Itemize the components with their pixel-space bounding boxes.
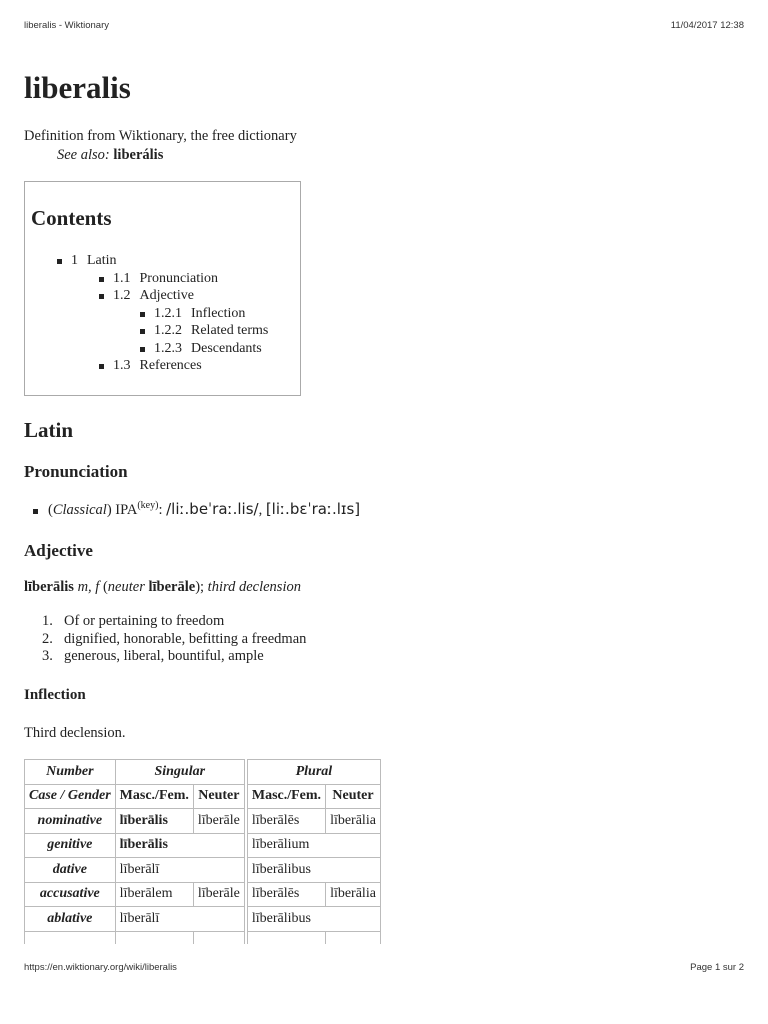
- col-sg-n: Neuter: [193, 784, 244, 809]
- table-row: genitive līberālis līberālium: [25, 833, 381, 858]
- heading-adjective: Adjective: [24, 541, 93, 560]
- print-url[interactable]: https://en.wiktionary.org/wiki/liberalis: [24, 962, 177, 973]
- table-row: ablative līberālī līberālibus: [25, 907, 381, 932]
- headword-line: līberālis m, f (neuter līberāle); third declension: [24, 579, 301, 595]
- heading-latin: Latin: [24, 418, 74, 442]
- sense: 1. Of or pertaining to freedom: [42, 613, 225, 629]
- see-also-label: See also: [57, 147, 105, 163]
- sense: 3. generous, liberal, bountiful, ample: [42, 648, 264, 664]
- neuter-label: neuter: [107, 579, 145, 595]
- toc-item-related-terms[interactable]: 1.2.2 Related terms: [154, 323, 269, 338]
- site-subtitle: Definition from Wiktionary, the free dictionary: [24, 128, 297, 144]
- gender: m, f: [77, 579, 100, 595]
- heading-pronunciation: Pronunciation: [24, 462, 128, 481]
- col-sg-mf: Masc./Fem.: [115, 784, 193, 809]
- col-pl-mf: Masc./Fem.: [247, 784, 325, 809]
- col-number: Number: [25, 760, 116, 785]
- print-title: liberalis - Wiktionary: [24, 20, 109, 31]
- senses-list: [42, 613, 306, 666]
- ipa-phonetic: [liː.bɛˈraː.lɪs]: [265, 500, 361, 518]
- toc-item-latin[interactable]: 1 Latin: [71, 253, 117, 268]
- see-also: See also: liberális: [57, 147, 164, 163]
- col-case-gender: Case / Gender: [25, 784, 116, 809]
- print-footer: [24, 962, 744, 973]
- table-row: dative līberālī līberālibus: [25, 858, 381, 883]
- sense: 2. dignified, honorable, befitting a freedman: [42, 630, 307, 647]
- table-row: nominative līberālis līberāle līberālēs līberālia: [25, 809, 381, 834]
- table-row: accusative līberālem līberāle līberālēs līberālia: [25, 882, 381, 907]
- toc-item-inflection[interactable]: 1.2.1 Inflection: [154, 306, 246, 321]
- declension[interactable]: third declension: [207, 579, 301, 595]
- heading-inflection: Inflection: [24, 687, 86, 703]
- qualifier: Classical: [52, 502, 107, 518]
- see-also-link[interactable]: liberális: [113, 147, 164, 163]
- print-page-number: Page 1 sur 2: [690, 962, 744, 973]
- table-row-cut: [25, 931, 381, 944]
- print-datetime: 11/04/2017 12:38: [670, 20, 744, 31]
- toc-item-references[interactable]: 1.3 References: [113, 358, 202, 373]
- print-header: [24, 20, 744, 31]
- headword: līberālis: [24, 579, 74, 595]
- inflection-note: Third declension.: [24, 725, 126, 741]
- table-of-contents: [24, 181, 301, 396]
- toc-item-pronunciation[interactable]: 1.1 Pronunciation: [113, 271, 219, 286]
- toc-item-descendants[interactable]: 1.2.3 Descendants: [154, 341, 262, 356]
- toc-item-adjective[interactable]: 1.2 Adjective: [113, 288, 194, 303]
- col-pl-n: Neuter: [326, 784, 381, 809]
- pronunciation-line: (Classical) $IPA^{(key)}$: /liː.beˈraː.lis/, [liː.bɛˈraː.lɪs]: [48, 500, 361, 518]
- page-title: liberalis: [24, 70, 131, 105]
- neuter-form[interactable]: līberāle: [148, 579, 196, 595]
- ipa-phonemic: /liː.beˈraː.lis/: [166, 500, 259, 518]
- col-plural: Plural: [247, 760, 380, 785]
- ipa-key-link[interactable]: (key): [137, 500, 159, 512]
- col-singular: Singular: [115, 760, 244, 785]
- inflection-table: [24, 759, 381, 944]
- toc-title: Contents: [31, 206, 112, 230]
